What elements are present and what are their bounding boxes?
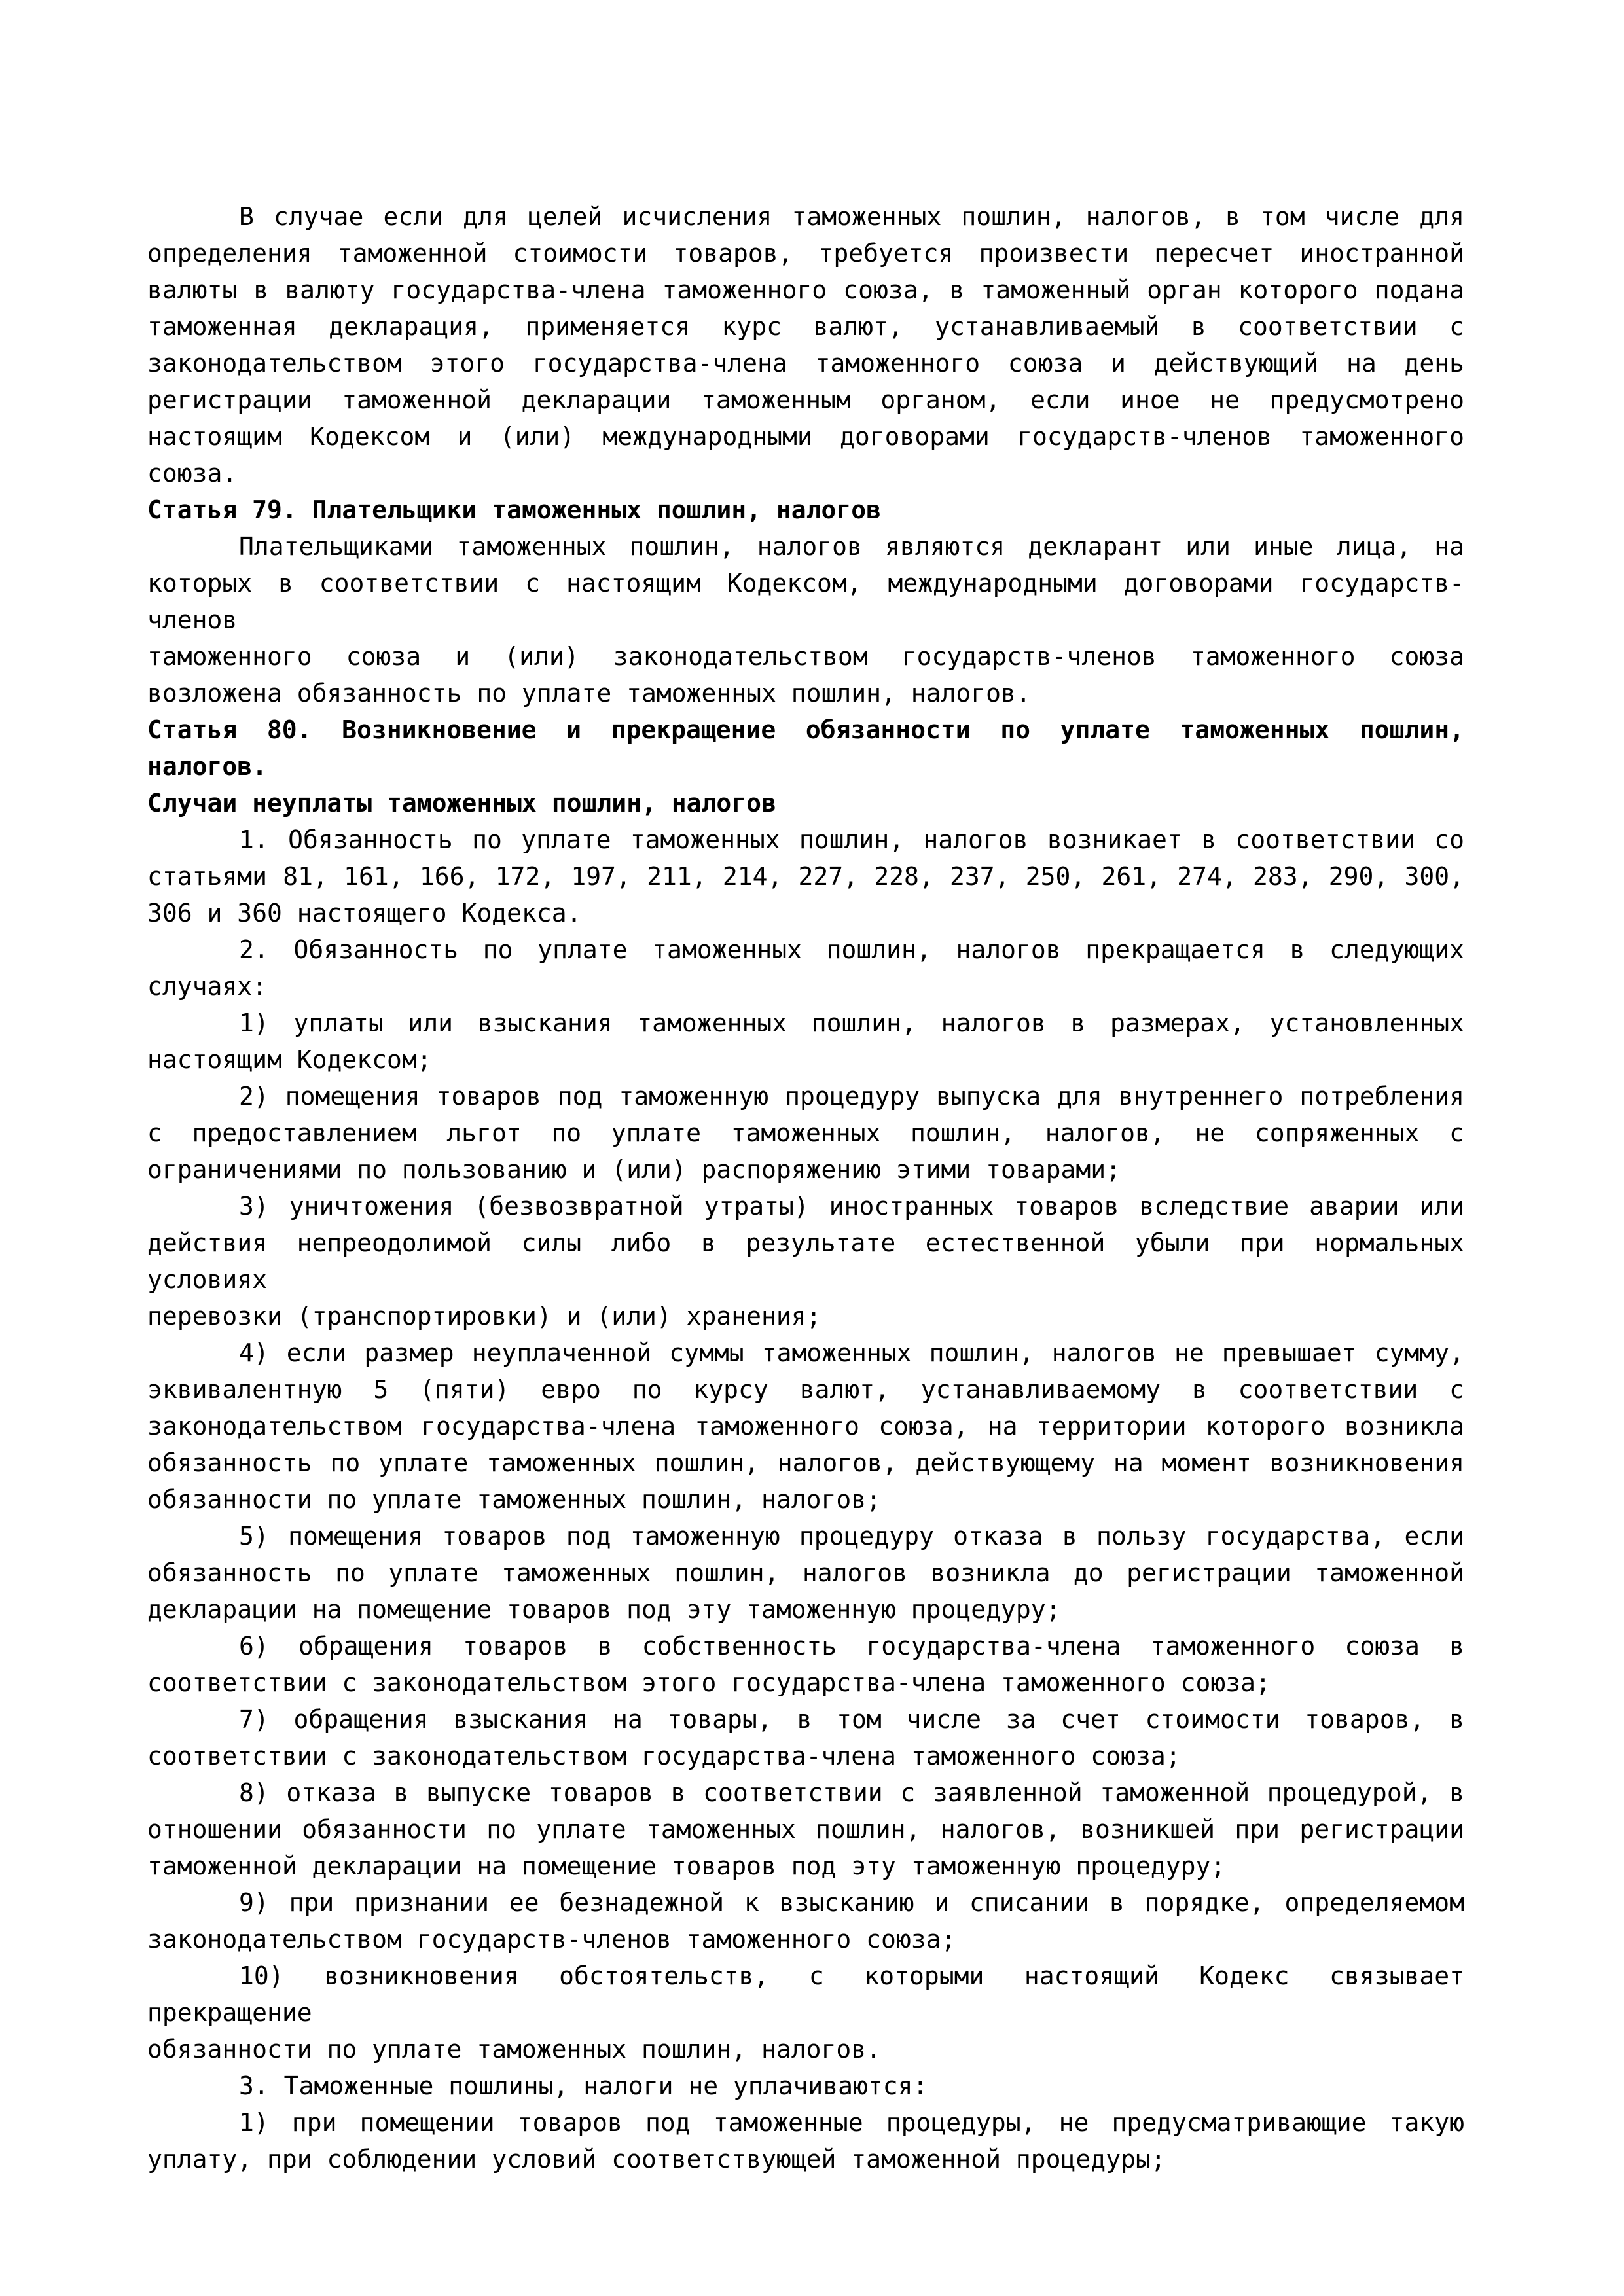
text-line: с предоставлением льгот по уплате таможенных пошлин, налогов, не сопряженных с [147, 1119, 1464, 1147]
text-line: 1) уплаты или взыскания таможенных пошлин, налогов в размерах, установленных [239, 1009, 1464, 1037]
text-line: действия непреодолимой силы либо в результате естественной убыли при нормальных условиях [147, 1229, 1464, 1294]
text-line: валюты в валюту государства-члена таможенного союза, в таможенный орган которого подана [147, 276, 1464, 304]
text-line: обязанность по уплате таможенных пошлин, налогов, действующему на момент возникновения [147, 1448, 1464, 1477]
document-text [147, 198, 1464, 2178]
text-line: 3) уничтожения (безвозвратной утраты) иностранных товаров вследствие аварии или [239, 1192, 1464, 1221]
text-line: обязанности по уплате таможенных пошлин, налогов; [147, 1485, 882, 1514]
article-heading [147, 711, 1464, 821]
text-line: законодательством этого государства-члена таможенного союза и действующий на день [147, 349, 1464, 378]
text-line: отношении обязанности по уплате таможенных пошлин, налогов, возникшей при регистрации [147, 1815, 1464, 1844]
text-line: таможенная декларация, применяется курс валют, устанавливаемый в соответствии с [147, 312, 1464, 341]
paragraph [147, 821, 1464, 931]
paragraph [147, 1005, 1464, 1078]
text-line: Случаи неуплаты таможенных пошлин, налогов [147, 789, 776, 817]
text-line: статьями 81, 161, 166, 172, 197, 211, 214, 227, 228, 237, 250, 261, 274, 283, 290, 300, [147, 862, 1464, 891]
text-line: 6) обращения товаров в собственность государства-члена таможенного союза в [239, 1632, 1464, 1660]
paragraph [147, 1701, 1464, 1774]
paragraph [147, 1188, 1464, 1335]
text-line: Статья 79. Плательщики таможенных пошлин, налогов [147, 495, 882, 524]
text-line: обязанности по уплате таможенных пошлин, налогов. [147, 2035, 882, 2064]
paragraph [147, 2068, 1464, 2104]
text-line: 5) помещения товаров под таможенную процедуру отказа в пользу государства, если [239, 1522, 1464, 1551]
paragraph [147, 1335, 1464, 1518]
text-line: 3. Таможенные пошлины, налоги не уплачиваются: [239, 2072, 928, 2100]
text-line: таможенной декларации на помещение товаров под эту таможенную процедуру; [147, 1852, 1226, 1880]
paragraph [147, 1774, 1464, 1884]
text-line: которых в соответствии с настоящим Кодексом, международными договорами государств-членов [147, 569, 1464, 634]
text-line: 7) обращения взыскания на товары, в том числе за счет стоимости товаров, в [239, 1705, 1464, 1734]
text-line: возложена обязанность по уплате таможенных пошлин, налогов. [147, 679, 1031, 708]
text-line: 8) отказа в выпуске товаров в соответствии с заявленной таможенной процедурой, в [239, 1778, 1464, 1807]
text-line: регистрации таможенной декларации таможенным органом, если иное не предусмотрено [147, 386, 1464, 414]
text-line: соответствии с законодательством этого государства-члена таможенного союза; [147, 1668, 1271, 1697]
text-line: 1. Обязанность по уплате таможенных пошлин, налогов возникает в соответствии со [239, 825, 1464, 854]
text-line: законодательством государства-члена таможенного союза, на территории которого возникла [147, 1412, 1464, 1441]
paragraph [147, 1958, 1464, 2068]
text-line: 2) помещения товаров под таможенную процедуру выпуска для внутреннего потребления [239, 1082, 1464, 1111]
text-line: 9) при признании ее безнадежной к взысканию и списании в порядке, определяемом [239, 1888, 1464, 1917]
article-heading [147, 492, 1464, 528]
paragraph [147, 1884, 1464, 1958]
text-line: определения таможенной стоимости товаров, требуется произвести пересчет иностранной [147, 239, 1464, 268]
text-line: 10) возникновения обстоятельств, с которыми настоящий Кодекс связывает прекращение [147, 1962, 1464, 2027]
text-line: обязанность по уплате таможенных пошлин, налогов возникла до регистрации таможенной [147, 1558, 1464, 1587]
text-line: 2. Обязанность по уплате таможенных пошлин, налогов прекращается в следующих [239, 935, 1464, 964]
paragraph [147, 1078, 1464, 1188]
text-line: таможенного союза и (или) законодательством государств-членов таможенного союза [147, 642, 1464, 671]
text-line: В случае если для целей исчисления таможенных пошлин, налогов, в том числе для [239, 202, 1464, 231]
paragraph [147, 1518, 1464, 1628]
text-line: союза. [147, 459, 238, 488]
text-line: настоящим Кодексом и (или) международными договорами государств-членов таможенного [147, 422, 1464, 451]
paragraph [147, 931, 1464, 1005]
text-line: 4) если размер неуплаченной суммы таможенных пошлин, налогов не превышает сумму, [239, 1338, 1464, 1367]
text-line: Статья 80. Возникновение и прекращение обязанности по уплате таможенных пошлин, налогов. [147, 715, 1464, 781]
paragraph [147, 1628, 1464, 1701]
text-line: случаях: [147, 972, 268, 1001]
text-line: эквивалентную 5 (пяти) евро по курсу валют, устанавливаемому в соответствии с [147, 1375, 1464, 1404]
text-line: 306 и 360 настоящего Кодекса. [147, 899, 582, 927]
text-line: декларации на помещение товаров под эту таможенную процедуру; [147, 1595, 1061, 1624]
paragraph [147, 528, 1464, 711]
text-line: ограничениями по пользованию и (или) распоряжению этими товарами; [147, 1155, 1121, 1184]
text-line: настоящим Кодексом; [147, 1045, 432, 1074]
text-line: соответствии с законодательством государства-члена таможенного союза; [147, 1742, 1181, 1770]
paragraph [147, 198, 1464, 492]
text-line: Плательщиками таможенных пошлин, налогов являются декларант или иные лица, на [239, 532, 1464, 561]
text-line: уплату, при соблюдении условий соответствующей таможенной процедуры; [147, 2145, 1166, 2174]
text-line: законодательством государств-членов таможенного союза; [147, 1925, 956, 1954]
text-line: перевозки (транспортировки) и (или) хранения; [147, 1302, 821, 1331]
text-line: 1) при помещении товаров под таможенные процедуры, не предусматривающие такую [239, 2108, 1464, 2137]
paragraph [147, 2104, 1464, 2178]
